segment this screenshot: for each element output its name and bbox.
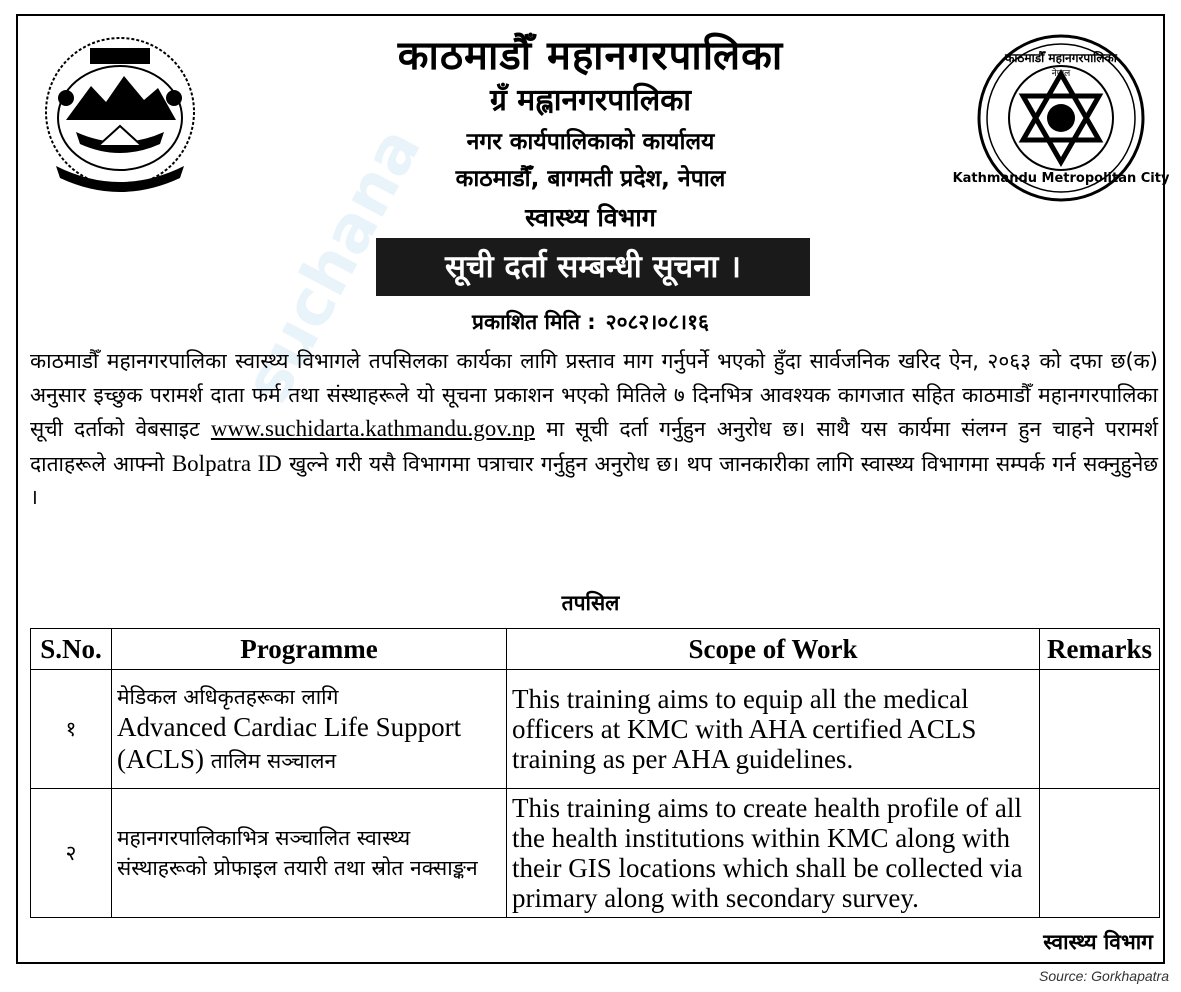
programme-english: Advanced Cardiac Life Support (ACLS) — [117, 712, 462, 774]
published-date: २०८२।०८।१६ — [605, 310, 709, 334]
column-header-programme: Programme — [112, 629, 507, 670]
row-sno: २ — [31, 789, 112, 918]
body-part-2: मा सूची दर्ता गर्नुहुन अनुरोध छ। साथै यस कार्यमा संलग्न हुन चाहने परामर्श दाताहरूले आफ्नो — [30, 417, 1158, 476]
office-name: नगर कार्यपालिकाको कार्यालय — [466, 129, 715, 155]
column-header-sno: S.No. — [31, 629, 112, 670]
municipality-title: काठमाडौँ महानगरपालिका — [397, 33, 784, 79]
watermark: suchana — [230, 115, 436, 415]
table-header-row — [31, 629, 1160, 670]
published-label: प्रकाशित मिति : — [472, 310, 596, 334]
notice-title: सूची दर्ता सम्बन्धी सूचना । — [376, 238, 810, 296]
source-credit: Source: Gorkhapatra — [1039, 968, 1169, 984]
table-row — [31, 670, 1160, 789]
row-sno: १ — [31, 670, 112, 789]
body-part-3: खुल्ने गरी यसै विभागमा पत्राचार गर्नुहुन अनुरोध छ। थप जानकारीका लागि स्वास्थ्य विभागमा सम्पर्क गर्न सक्नुहुनेछ । — [30, 451, 1158, 509]
website-link[interactable]: www.suchidarta.kathmandu.gov.np — [210, 416, 535, 441]
row-programme — [112, 670, 507, 789]
office-address: काठमाडौँ, बागमती प्रदेश, नेपाल — [455, 166, 726, 192]
municipality-title-ranjana: ग्रँ मह्लानगरपालिका — [489, 83, 692, 118]
row-remarks — [1040, 789, 1160, 918]
row-scope: This training aims to create health profile of all the health institutions within KMC along with their GIS locations which shall be collected via primary along with secondary survey. — [507, 789, 1040, 918]
department-name: स्वास्थ्य विभाग — [525, 203, 656, 232]
row-remarks — [1040, 670, 1160, 789]
body-part-1: काठमाडौँ महानगरपालिका स्वास्थ्य विभागले तपसिलका कार्यका लागि प्रस्ताव माग गर्नुपर्ने भएको हुँदा सार्वजनिक खरिद ऐन, २०६३ को दफा छ(क) अनुसार इच्छुक परामर्श दाता फर्म तथा संस्थाहरूले यो सूचना प्रकाशन भएको मितिले ७ दिनभित्र आवश्यक कागजात सहित काठमाडौँ महानगरपालिका सूची दर्ताको वेबसाइट — [30, 349, 1158, 441]
notice-body — [30, 345, 1158, 515]
seal-ring-text-en: Kathmandu Metropolitan City — [952, 171, 1170, 186]
bolpatra-id: Bolpatra ID — [171, 450, 282, 476]
schedule-table — [30, 628, 1160, 918]
column-header-scope: Scope of Work — [507, 629, 1040, 670]
programme-line: तालिम सञ्चालन — [210, 749, 337, 773]
programme-line: मेडिकल अधिकृतहरूका लागि — [117, 685, 339, 709]
seal-ring-text: काठमाडौँ महानगरपालिका — [1005, 51, 1117, 65]
column-header-remarks: Remarks — [1040, 629, 1160, 670]
published-date-line — [0, 308, 1181, 336]
schedule-heading: तपसिल — [561, 591, 620, 615]
row-programme: महानगरपालिकाभित्र सञ्चालित स्वास्थ्य संस्थाहरूको प्रोफाइल तयारी तथा स्रोत नक्साङ्कन — [112, 789, 507, 918]
seal-inner-label: नेपाल — [1051, 69, 1071, 79]
table-row — [31, 789, 1160, 918]
signature-department: स्वास्थ्य विभाग — [1043, 930, 1153, 954]
row-scope: This training aims to equip all the medical officers at KMC with AHA certified ACLS training as per AHA guidelines. — [507, 670, 1040, 789]
